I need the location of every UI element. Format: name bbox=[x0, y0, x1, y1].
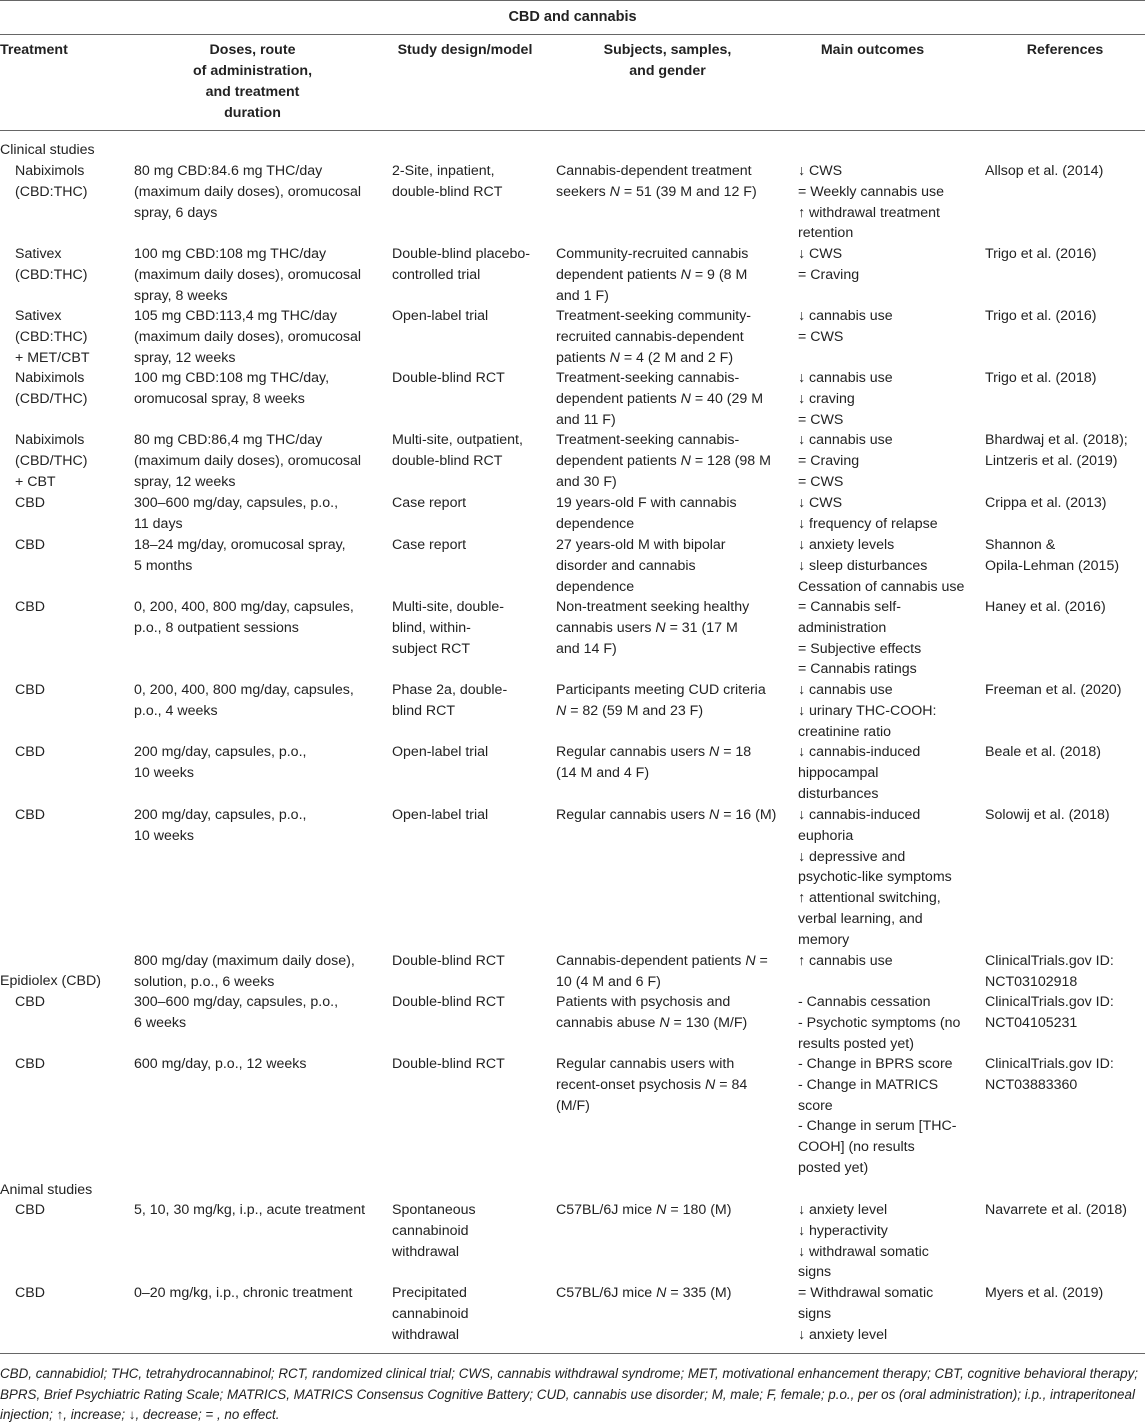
cell-treatment: Nabiximols (CBD/THC) bbox=[15, 370, 88, 407]
cell-outcomes: ↓ cannabis use ↓ craving = CWS bbox=[798, 370, 893, 428]
cell-subjects: Participants meeting CUD criteria N = 82 (59 M and 23 F) bbox=[556, 682, 766, 719]
cell-references: Shannon & Opila-Lehman (2015) bbox=[985, 537, 1120, 574]
section-epidiolex: Epidiolex (CBD) bbox=[0, 973, 101, 989]
cell-design: Double-blind RCT bbox=[392, 1056, 505, 1072]
cell-doses: 0–20 mg/kg, i.p., chronic treatment bbox=[134, 1285, 353, 1301]
cell-design: Precipitated cannabinoid withdrawal bbox=[392, 1285, 469, 1343]
cell-references: ClinicalTrials.gov ID: NCT03883360 bbox=[985, 1056, 1114, 1093]
cell-design: Case report bbox=[392, 495, 467, 511]
cell-treatment: CBD bbox=[15, 994, 45, 1010]
cell-outcomes: = Cannabis self- administration = Subjective effects = Cannabis ratings bbox=[798, 599, 922, 678]
cell-doses: 18–24 mg/day, oromucosal spray, 5 months bbox=[134, 537, 346, 574]
cell-design: Double-blind RCT bbox=[392, 953, 505, 969]
top-rule bbox=[0, 0, 1145, 1]
cell-design: Open-label trial bbox=[392, 807, 489, 823]
cell-outcomes: ↓ cannabis-induced hippocampal disturbances bbox=[798, 744, 921, 802]
cell-outcomes: ↓ cannabis-induced euphoria ↓ depressive and psychotic-like symptoms ↑ attentional switching, verbal learning, and memory bbox=[798, 807, 952, 948]
table-footnote: CBD, cannabidiol; THC, tetrahydrocannabinol; RCT, randomized clinical trial; CWS, cannabis withdrawal syndrome; MET, motivational enhancement therapy; CBT, cognitive behavioral therapy; BPRS, Brief Psychiatric Rating Scale; MATRICS, MATRICS Consensus Cognitive Battery; CUD, cannabis use disorder; M, male; F, female; p.o., per os (oral administration); i.p., intraperitoneal injection; ↑, increase; ↓, decrease; = , no effect. bbox=[0, 1366, 1139, 1422]
cell-subjects: Cannabis-dependent patients N = 10 (4 M and 6 F) bbox=[556, 953, 768, 990]
cell-subjects: C57BL/6J mice N = 180 (M) bbox=[556, 1202, 732, 1218]
cell-design: Double-blind RCT bbox=[392, 994, 505, 1010]
cell-design: Phase 2a, double- blind RCT bbox=[392, 682, 508, 719]
cell-treatment: CBD bbox=[15, 807, 45, 823]
cell-doses: 0, 200, 400, 800 mg/day, capsules, p.o., 8 outpatient sessions bbox=[134, 599, 354, 636]
cell-design: Spontaneous cannabinoid withdrawal bbox=[392, 1202, 476, 1260]
bottom-rule bbox=[0, 1353, 1145, 1354]
cell-doses: 300–600 mg/day, capsules, p.o., 11 days bbox=[134, 495, 339, 532]
cell-outcomes: ↓ anxiety levels ↓ sleep disturbances Cessation of cannabis use bbox=[798, 537, 965, 595]
header-references: References bbox=[1026, 42, 1104, 58]
cell-doses: 300–600 mg/day, capsules, p.o., 6 weeks bbox=[134, 994, 339, 1031]
cell-outcomes: ↓ CWS ↓ frequency of relapse bbox=[798, 495, 938, 532]
cell-references: Freeman et al. (2020) bbox=[985, 682, 1122, 698]
cell-references: Myers et al. (2019) bbox=[985, 1285, 1104, 1301]
cell-design: Double-blind RCT bbox=[392, 370, 505, 386]
cell-treatment: Sativex (CBD:THC) + MET/CBT bbox=[15, 308, 90, 366]
cell-outcomes: ↓ cannabis use = CWS bbox=[798, 308, 893, 345]
cell-subjects: Regular cannabis users N = 18 (14 M and 4 F) bbox=[556, 744, 752, 781]
cell-references: Trigo et al. (2016) bbox=[985, 308, 1097, 324]
cell-outcomes: ↑ cannabis use bbox=[798, 953, 893, 969]
cell-references: Solowij et al. (2018) bbox=[985, 807, 1110, 823]
cell-doses: 600 mg/day, p.o., 12 weeks bbox=[134, 1056, 307, 1072]
cell-doses: 5, 10, 30 mg/kg, i.p., acute treatment bbox=[134, 1202, 366, 1218]
cell-subjects: Cannabis-dependent treatment seekers N = 51 (39 M and 12 F) bbox=[556, 163, 757, 200]
cell-references: Allsop et al. (2014) bbox=[985, 163, 1104, 179]
cell-outcomes: - Cannabis cessation - Psychotic symptoms (no results posted yet) bbox=[798, 994, 961, 1052]
cell-subjects: Patients with psychosis and cannabis abuse N = 130 (M/F) bbox=[556, 994, 748, 1031]
cell-treatment: CBD bbox=[15, 1285, 45, 1301]
cell-doses: 200 mg/day, capsules, p.o., 10 weeks bbox=[134, 744, 307, 781]
cell-treatment: Nabiximols (CBD:THC) bbox=[15, 163, 88, 200]
cell-treatment: CBD bbox=[15, 744, 45, 760]
cell-references: Bhardwaj et al. (2018); Lintzeris et al. (2019) bbox=[985, 432, 1128, 469]
cell-subjects: Regular cannabis users with recent-onset psychosis N = 84 (M/F) bbox=[556, 1056, 748, 1114]
cell-doses: 800 mg/day (maximum daily dose), solution, p.o., 6 weeks bbox=[134, 953, 355, 990]
header-design: Study design/model bbox=[397, 42, 533, 58]
cell-treatment: CBD bbox=[15, 495, 45, 511]
cell-treatment: CBD bbox=[15, 1056, 45, 1072]
cell-treatment: Sativex (CBD:THC) bbox=[15, 246, 88, 283]
cell-doses: 80 mg CBD:84.6 mg THC/day (maximum daily doses), oromucosal spray, 6 days bbox=[134, 163, 362, 221]
cell-treatment: CBD bbox=[15, 1202, 45, 1218]
cell-outcomes: ↓ cannabis use = Craving = CWS bbox=[798, 432, 893, 490]
table-caption: CBD and cannabis bbox=[508, 9, 637, 25]
cell-treatment: CBD bbox=[15, 682, 45, 698]
cell-outcomes: ↓ CWS = Craving bbox=[798, 246, 860, 283]
header-subjects: Subjects, samples, and gender bbox=[603, 42, 732, 79]
cell-design: Multi-site, outpatient, double-blind RCT bbox=[392, 432, 523, 469]
cell-references: Trigo et al. (2018) bbox=[985, 370, 1097, 386]
cell-outcomes: = Withdrawal somatic signs ↓ anxiety level bbox=[798, 1285, 934, 1343]
cell-design: Open-label trial bbox=[392, 744, 489, 760]
cell-doses: 100 mg CBD:108 mg THC/day (maximum daily doses), oromucosal spray, 8 weeks bbox=[134, 246, 362, 304]
cell-design: Open-label trial bbox=[392, 308, 489, 324]
cell-outcomes: ↓ cannabis use ↓ urinary THC-COOH: creatinine ratio bbox=[798, 682, 937, 740]
cell-references: Navarrete et al. (2018) bbox=[985, 1202, 1127, 1218]
cell-outcomes: ↓ CWS = Weekly cannabis use ↑ withdrawal treatment retention bbox=[798, 163, 945, 242]
cell-references: ClinicalTrials.gov ID: NCT04105231 bbox=[985, 994, 1114, 1031]
cell-references: Trigo et al. (2016) bbox=[985, 246, 1097, 262]
section-clinical: Clinical studies bbox=[0, 142, 95, 158]
cell-subjects: 19 years-old F with cannabis dependence bbox=[556, 495, 737, 532]
cell-design: 2-Site, inpatient, double-blind RCT bbox=[392, 163, 503, 200]
cell-references: Beale et al. (2018) bbox=[985, 744, 1101, 760]
cell-subjects: 27 years-old M with bipolar disorder and cannabis dependence bbox=[556, 537, 726, 595]
cell-treatment: CBD bbox=[15, 599, 45, 615]
header-treatment: Treatment bbox=[0, 42, 68, 58]
cell-doses: 105 mg CBD:113,4 mg THC/day (maximum daily doses), oromucosal spray, 12 weeks bbox=[134, 308, 362, 366]
header-rule bbox=[0, 130, 1145, 131]
cell-outcomes: - Change in BPRS score - Change in MATRICS score - Change in serum [THC- COOH] (no results posted yet) bbox=[798, 1056, 957, 1176]
header-outcomes: Main outcomes bbox=[820, 42, 925, 58]
cell-subjects: Treatment-seeking cannabis- dependent patients N = 40 (29 M and 11 F) bbox=[556, 370, 764, 428]
cell-references: Crippa et al. (2013) bbox=[985, 495, 1107, 511]
cell-subjects: Treatment-seeking community- recruited cannabis-dependent patients N = 4 (2 M and 2 F) bbox=[556, 308, 752, 366]
cell-subjects: Community-recruited cannabis dependent patients N = 9 (8 M and 1 F) bbox=[556, 246, 749, 304]
header-doses: Doses, route of administration, and treatment duration bbox=[192, 42, 313, 121]
cell-doses: 80 mg CBD:86,4 mg THC/day (maximum daily doses), oromucosal spray, 12 weeks bbox=[134, 432, 362, 490]
cell-design: Case report bbox=[392, 537, 467, 553]
cell-references: Haney et al. (2016) bbox=[985, 599, 1106, 615]
cell-treatment: CBD bbox=[15, 537, 45, 553]
caption-rule bbox=[0, 34, 1145, 35]
cell-subjects: C57BL/6J mice N = 335 (M) bbox=[556, 1285, 732, 1301]
cell-subjects: Regular cannabis users N = 16 (M) bbox=[556, 807, 777, 823]
cell-design: Multi-site, double- blind, within- subject RCT bbox=[392, 599, 504, 657]
cell-doses: 100 mg CBD:108 mg THC/day, oromucosal spray, 8 weeks bbox=[134, 370, 330, 407]
cell-design: Double-blind placebo- controlled trial bbox=[392, 246, 531, 283]
section-animal: Animal studies bbox=[0, 1182, 93, 1198]
cell-subjects: Non-treatment seeking healthy cannabis users N = 31 (17 M and 14 F) bbox=[556, 599, 750, 657]
cell-outcomes: ↓ anxiety level ↓ hyperactivity ↓ withdrawal somatic signs bbox=[798, 1202, 929, 1281]
cell-doses: 0, 200, 400, 800 mg/day, capsules, p.o., 4 weeks bbox=[134, 682, 354, 719]
cell-treatment: Nabiximols (CBD/THC) + CBT bbox=[15, 432, 88, 490]
cell-references: ClinicalTrials.gov ID: NCT03102918 bbox=[985, 953, 1114, 990]
cell-doses: 200 mg/day, capsules, p.o., 10 weeks bbox=[134, 807, 307, 844]
cell-subjects: Treatment-seeking cannabis- dependent patients N = 128 (98 M and 30 F) bbox=[556, 432, 771, 490]
